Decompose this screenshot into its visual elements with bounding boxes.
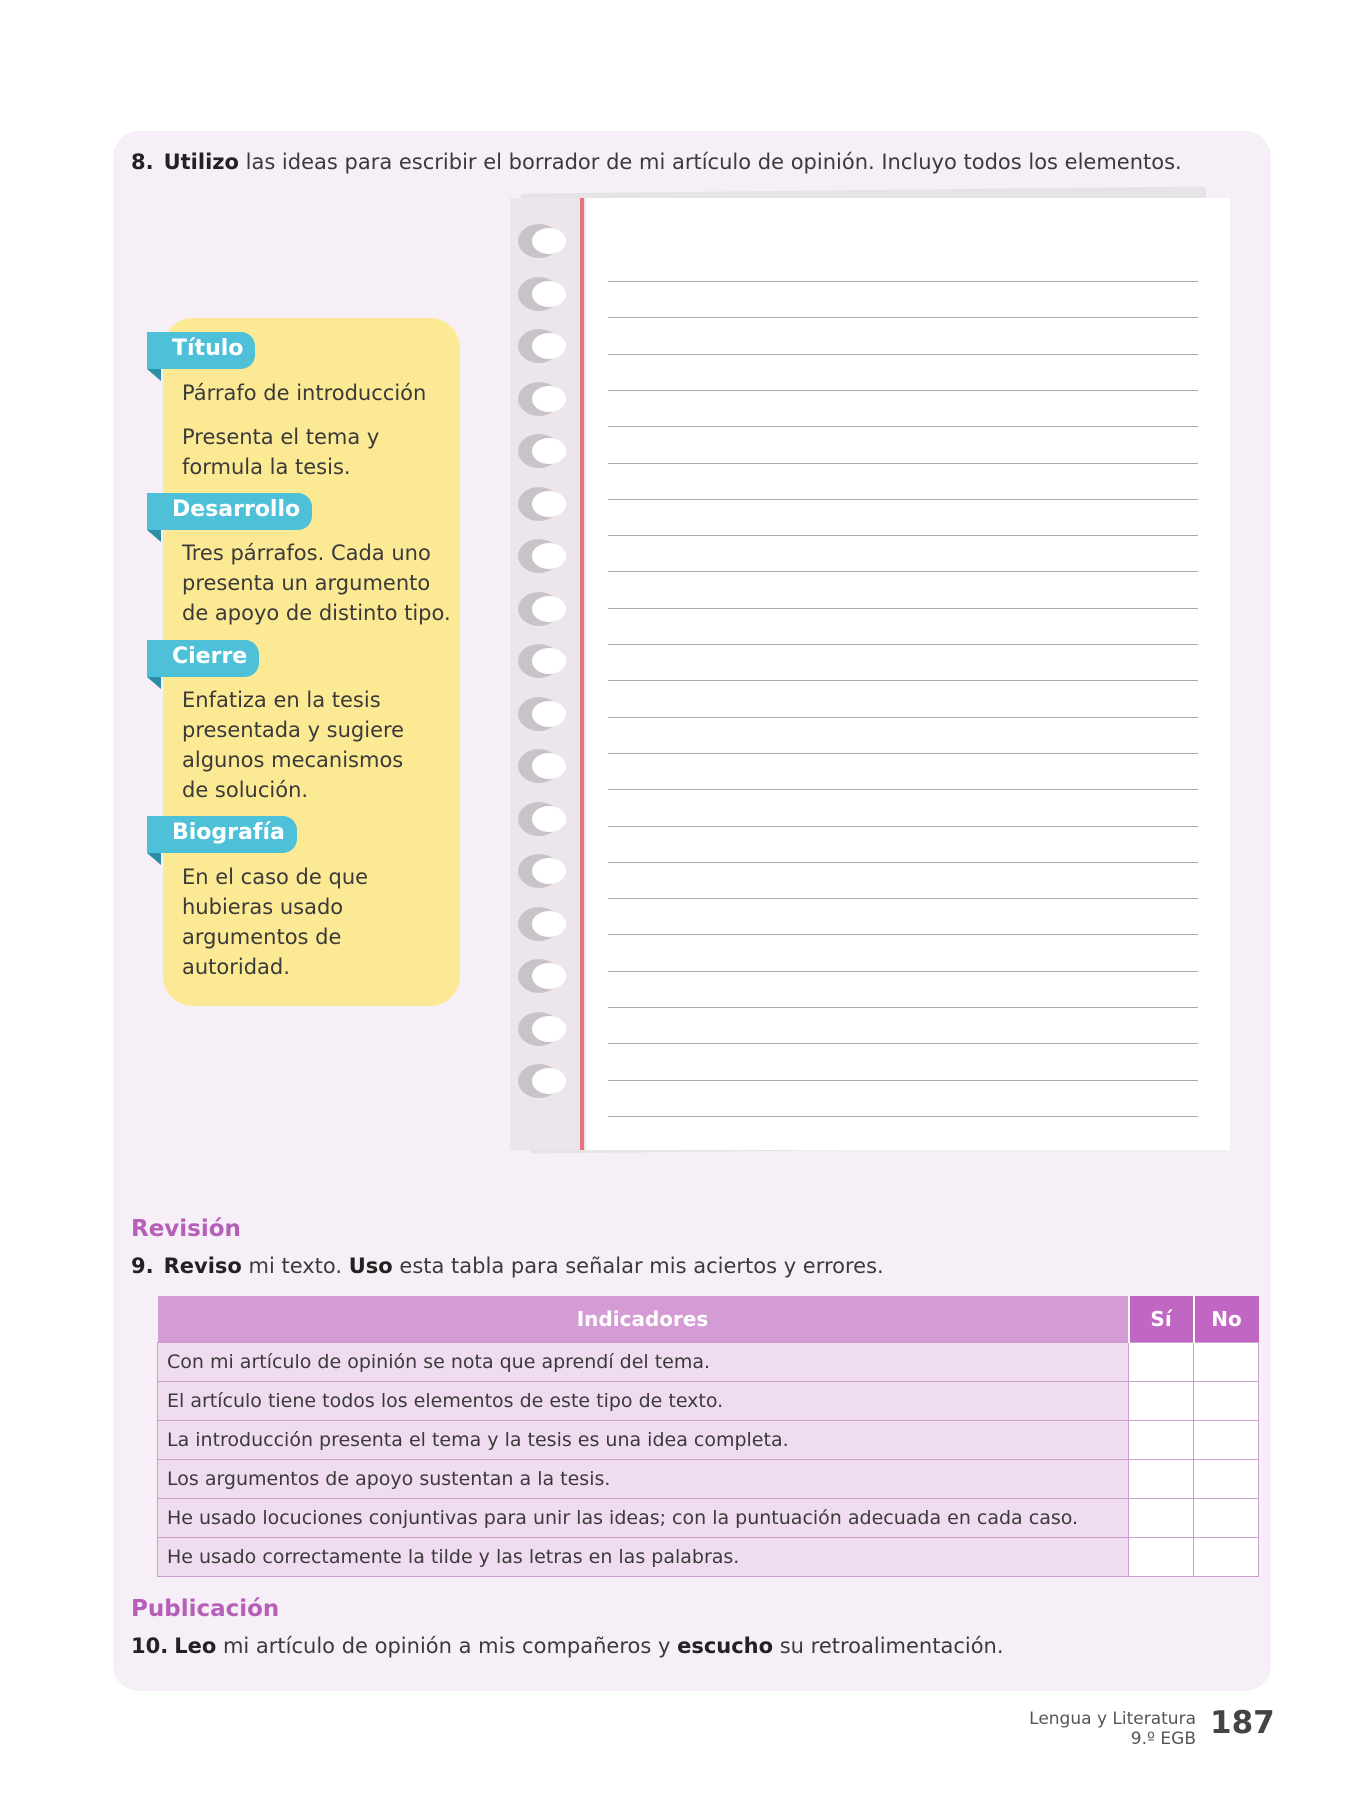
table-row: [158, 1420, 1259, 1459]
publicacion-title: Publicación: [131, 1596, 280, 1622]
question-10: 10. Leo mi artículo de opinión a mis compañeros y escucho su retroalimentación.: [131, 1634, 1004, 1658]
check-no[interactable]: [1194, 1459, 1259, 1498]
table-row: [158, 1459, 1259, 1498]
guide-cierre-text: Enfatiza en la tesis presentada y sugiere algunos mecanismos de solución.: [182, 688, 405, 802]
check-si[interactable]: [1129, 1420, 1194, 1459]
notebook-hole-inner: [532, 596, 566, 622]
notebook-hole-inner: [532, 753, 566, 779]
header-no: No: [1194, 1296, 1259, 1342]
ruled-line: [608, 499, 1198, 500]
indicator-text: El artículo tiene todos los elementos de este tipo de texto.: [158, 1381, 1129, 1420]
notebook-hole-inner: [532, 543, 566, 569]
table-row: [158, 1381, 1259, 1420]
notebook-hole-inner: [532, 386, 566, 412]
tag-desarrollo: Desarrollo: [147, 493, 312, 530]
indicator-text: La introducción presenta el tema y la tesis es una idea completa.: [158, 1420, 1129, 1459]
ruled-line: [608, 426, 1198, 427]
check-si[interactable]: [1129, 1459, 1194, 1498]
notebook-hole-inner: [532, 228, 566, 254]
ruled-line: [608, 789, 1198, 790]
book-grade: 9.º EGB: [1130, 1729, 1196, 1749]
header-si: Sí: [1129, 1296, 1194, 1342]
ruled-line: [608, 390, 1198, 391]
ruled-line: [608, 717, 1198, 718]
header-indicadores: Indicadores: [158, 1296, 1129, 1342]
table-row: [158, 1498, 1259, 1537]
guide-biografia-text: En el caso de que hubieras usado argumentos de autoridad.: [182, 865, 369, 979]
question-9: 9. Reviso mi texto. Uso esta tabla para señalar mis aciertos y errores.: [131, 1254, 884, 1278]
check-si[interactable]: [1129, 1537, 1194, 1576]
ruled-line: [608, 281, 1198, 282]
ruled-line: [608, 680, 1198, 681]
ruled-line: [608, 753, 1198, 754]
indicator-text: Los argumentos de apoyo sustentan a la tesis.: [158, 1459, 1129, 1498]
indicator-text: He usado locuciones conjuntivas para unir las ideas; con la puntuación adecuada en cada caso.: [158, 1498, 1129, 1537]
notebook-hole-inner: [532, 701, 566, 727]
ruled-line: [608, 1007, 1198, 1008]
notebook-hole-inner: [532, 1068, 566, 1094]
check-no[interactable]: [1194, 1420, 1259, 1459]
ruled-line: [608, 463, 1198, 464]
ruled-line: [608, 571, 1198, 572]
guide-desarrollo-text: Tres párrafos. Cada uno presenta un argumento de apoyo de distinto tipo.: [182, 541, 451, 625]
tag-biografia: Biografía: [147, 816, 297, 853]
question-8: 8. Utilizo las ideas para escribir el borrador de mi artículo de opinión. Incluyo todos los elementos.: [131, 150, 1182, 174]
notebook-hole-inner: [532, 281, 566, 307]
tag-titulo: Título: [147, 332, 255, 369]
book-info: [1029, 1709, 1196, 1749]
ruled-line: [608, 535, 1198, 536]
check-si[interactable]: [1129, 1381, 1194, 1420]
notebook-hole-inner: [532, 491, 566, 517]
table-row: [158, 1342, 1259, 1381]
check-si[interactable]: [1129, 1342, 1194, 1381]
ruled-line: [608, 971, 1198, 972]
notebook-hole-inner: [532, 333, 566, 359]
guide-titulo-line2: Presenta el tema y formula la tesis.: [182, 425, 380, 479]
ruled-line: [608, 644, 1198, 645]
ruled-line: [608, 1116, 1198, 1117]
notebook-hole-inner: [532, 1016, 566, 1042]
indicator-text: He usado correctamente la tilde y las letras en las palabras.: [158, 1537, 1129, 1576]
ruled-line: [608, 826, 1198, 827]
notebook-hole-inner: [532, 806, 566, 832]
notebook-hole-inner: [532, 911, 566, 937]
ruled-line: [608, 1043, 1198, 1044]
notebook-hole-inner: [532, 438, 566, 464]
notebook-margin-line: [580, 198, 584, 1150]
indicator-text: Con mi artículo de opinión se nota que aprendí del tema.: [158, 1342, 1129, 1381]
guide-titulo-line1: Párrafo de introducción: [182, 381, 427, 405]
book-title: Lengua y Literatura: [1029, 1709, 1196, 1729]
ruled-line: [608, 898, 1198, 899]
ruled-line: [608, 354, 1198, 355]
check-no[interactable]: [1194, 1342, 1259, 1381]
indicators-table: [157, 1296, 1259, 1577]
ruled-line: [608, 317, 1198, 318]
check-no[interactable]: [1194, 1498, 1259, 1537]
notebook-hole-inner: [532, 648, 566, 674]
page-number: 187: [1210, 1705, 1275, 1741]
ruled-line: [608, 1080, 1198, 1081]
revision-title: Revisión: [131, 1216, 241, 1242]
table-row: [158, 1537, 1259, 1576]
check-no[interactable]: [1194, 1381, 1259, 1420]
notebook-hole-inner: [532, 858, 566, 884]
check-no[interactable]: [1194, 1537, 1259, 1576]
check-si[interactable]: [1129, 1498, 1194, 1537]
ruled-line: [608, 608, 1198, 609]
notebook-hole-inner: [532, 963, 566, 989]
ruled-line: [608, 934, 1198, 935]
ruled-line: [608, 862, 1198, 863]
tag-cierre: Cierre: [147, 640, 259, 677]
